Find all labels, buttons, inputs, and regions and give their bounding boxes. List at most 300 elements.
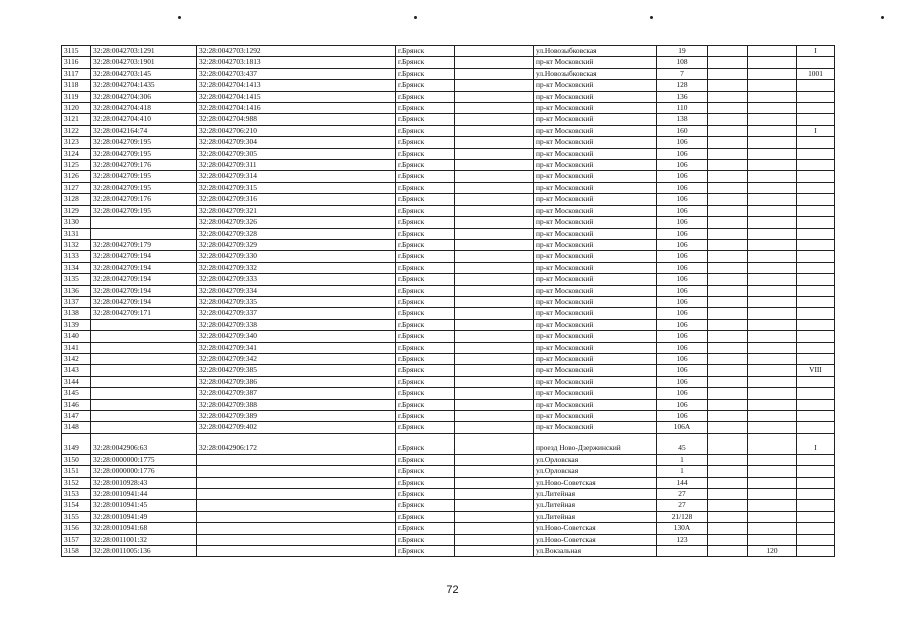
district-cell [455, 251, 534, 262]
street-cell: пр-кт Московский [534, 91, 657, 102]
street-cell: пр-кт Московский [534, 388, 657, 399]
district-cell [455, 205, 534, 216]
house-number-cell: 144 [657, 477, 708, 488]
city-cell: г.Брянск [396, 91, 455, 102]
street-cell: пр-кт Московский [534, 194, 657, 205]
district-cell [455, 454, 534, 465]
parent-cadastral-number-cell [197, 534, 396, 545]
table-row [62, 68, 835, 79]
house-number-cell: 106 [657, 331, 708, 342]
cadastral-number-cell: 32:28:0010941:68 [91, 523, 197, 534]
structure-cell [748, 433, 797, 454]
city-cell: г.Брянск [396, 194, 455, 205]
cadastral-number-cell: 32:28:0042709:194 [91, 262, 197, 273]
city-cell: г.Брянск [396, 353, 455, 364]
structure-cell [748, 91, 797, 102]
row-number-cell: 3127 [62, 182, 91, 193]
row-number-cell: 3155 [62, 511, 91, 522]
house-number-cell: 106 [657, 342, 708, 353]
city-cell: г.Брянск [396, 148, 455, 159]
table-row [62, 57, 835, 68]
district-cell [455, 228, 534, 239]
structure-cell [748, 411, 797, 422]
row-number-cell: 3121 [62, 114, 91, 125]
street-cell: пр-кт Московский [534, 365, 657, 376]
house-number-cell: 106А [657, 422, 708, 433]
structure-cell [748, 466, 797, 477]
district-cell [455, 500, 534, 511]
structure-cell [748, 68, 797, 79]
table-row [62, 205, 835, 216]
room-cell [797, 137, 835, 148]
parent-cadastral-number-cell: 32:28:0042709:305 [197, 148, 396, 159]
house-number-cell: 19 [657, 46, 708, 57]
parent-cadastral-number-cell [197, 477, 396, 488]
room-cell [797, 353, 835, 364]
row-number-cell: 3139 [62, 319, 91, 330]
cadastral-number-cell [91, 353, 197, 364]
cadastral-number-cell: 32:28:0042709:176 [91, 160, 197, 171]
parent-cadastral-number-cell [197, 523, 396, 534]
street-cell: пр-кт Московский [534, 342, 657, 353]
structure-cell [748, 217, 797, 228]
row-number-cell: 3141 [62, 342, 91, 353]
cadastral-number-cell: 32:28:0010941:45 [91, 500, 197, 511]
street-cell: ул.Новозыбковская [534, 46, 657, 57]
house-number-cell: 128 [657, 80, 708, 91]
house-number-cell: 106 [657, 262, 708, 273]
table-row [62, 194, 835, 205]
row-number-cell: 3118 [62, 80, 91, 91]
structure-cell [748, 182, 797, 193]
room-cell [797, 319, 835, 330]
building-cell [708, 194, 748, 205]
house-number-cell: 106 [657, 274, 708, 285]
house-number-cell: 106 [657, 285, 708, 296]
street-cell: пр-кт Московский [534, 376, 657, 387]
city-cell: г.Брянск [396, 160, 455, 171]
cadastral-number-cell: 32:28:0042709:195 [91, 182, 197, 193]
city-cell: г.Брянск [396, 433, 455, 454]
room-cell [797, 148, 835, 159]
street-cell: ул.Орловская [534, 454, 657, 465]
parent-cadastral-number-cell: 32:28:0042704:988 [197, 114, 396, 125]
structure-cell [748, 160, 797, 171]
building-cell [708, 148, 748, 159]
city-cell: г.Брянск [396, 262, 455, 273]
street-cell: пр-кт Московский [534, 251, 657, 262]
city-cell: г.Брянск [396, 500, 455, 511]
cadastral-number-cell [91, 331, 197, 342]
street-cell: пр-кт Московский [534, 160, 657, 171]
district-cell [455, 80, 534, 91]
room-cell [797, 308, 835, 319]
row-number-cell: 3130 [62, 217, 91, 228]
table-row [62, 46, 835, 57]
row-number-cell: 3134 [62, 262, 91, 273]
house-number-cell: 106 [657, 148, 708, 159]
building-cell [708, 534, 748, 545]
building-cell [708, 296, 748, 307]
room-cell: VIII [797, 365, 835, 376]
structure-cell [748, 114, 797, 125]
structure-cell [748, 125, 797, 136]
city-cell: г.Брянск [396, 376, 455, 387]
cadastral-number-cell [91, 411, 197, 422]
building-cell [708, 399, 748, 410]
street-cell: пр-кт Московский [534, 296, 657, 307]
city-cell: г.Брянск [396, 285, 455, 296]
district-cell [455, 46, 534, 57]
table-row [62, 477, 835, 488]
parent-cadastral-number-cell: 32:28:0042709:342 [197, 353, 396, 364]
room-cell [797, 534, 835, 545]
parent-cadastral-number-cell: 32:28:0042709:328 [197, 228, 396, 239]
building-cell [708, 365, 748, 376]
building-cell [708, 308, 748, 319]
district-cell [455, 148, 534, 159]
page-number: 72 [446, 584, 459, 596]
structure-cell [748, 296, 797, 307]
building-cell [708, 546, 748, 557]
cadastral-number-cell: 32:28:0010941:44 [91, 489, 197, 500]
district-cell [455, 489, 534, 500]
cadastral-number-cell: 32:28:0042709:195 [91, 137, 197, 148]
structure-cell [748, 331, 797, 342]
building-cell [708, 160, 748, 171]
table-row [62, 217, 835, 228]
house-number-cell [657, 546, 708, 557]
house-number-cell: 106 [657, 365, 708, 376]
street-cell: ул.Литейная [534, 511, 657, 522]
room-cell [797, 217, 835, 228]
row-number-cell: 3122 [62, 125, 91, 136]
room-cell [797, 411, 835, 422]
building-cell [708, 274, 748, 285]
cadastral-number-cell: 32:28:0042703:145 [91, 68, 197, 79]
structure-cell [748, 511, 797, 522]
street-cell: пр-кт Московский [534, 353, 657, 364]
parent-cadastral-number-cell: 32:28:0042709:340 [197, 331, 396, 342]
cadastral-number-cell [91, 388, 197, 399]
parent-cadastral-number-cell: 32:28:0042709:334 [197, 285, 396, 296]
cadastral-number-cell: 32:28:0042164:74 [91, 125, 197, 136]
cadastral-number-cell: 32:28:0010941:49 [91, 511, 197, 522]
city-cell: г.Брянск [396, 228, 455, 239]
parent-cadastral-number-cell: 32:28:0042709:388 [197, 399, 396, 410]
street-cell: проезд Ново-Дзержинский [534, 433, 657, 454]
table-row [62, 160, 835, 171]
structure-cell [748, 534, 797, 545]
table-row [62, 114, 835, 125]
room-cell [797, 228, 835, 239]
cadastral-number-cell: 32:28:0042906:63 [91, 433, 197, 454]
row-number-cell: 3135 [62, 274, 91, 285]
building-cell [708, 262, 748, 273]
row-number-cell: 3140 [62, 331, 91, 342]
room-cell [797, 331, 835, 342]
row-number-cell: 3117 [62, 68, 91, 79]
cadastral-number-cell: 32:28:0011001:32 [91, 534, 197, 545]
structure-cell [748, 319, 797, 330]
city-cell: г.Брянск [396, 342, 455, 353]
city-cell: г.Брянск [396, 57, 455, 68]
parent-cadastral-number-cell: 32:28:0042709:329 [197, 239, 396, 250]
structure-cell [748, 422, 797, 433]
row-number-cell: 3124 [62, 148, 91, 159]
street-cell: пр-кт Московский [534, 125, 657, 136]
house-number-cell: 123 [657, 534, 708, 545]
house-number-cell: 136 [657, 91, 708, 102]
table-row [62, 171, 835, 182]
street-cell: пр-кт Московский [534, 217, 657, 228]
building-cell [708, 388, 748, 399]
structure-cell [748, 46, 797, 57]
structure-cell [748, 308, 797, 319]
district-cell [455, 296, 534, 307]
table-row [62, 331, 835, 342]
cadastral-number-cell: 32:28:0000000:1776 [91, 466, 197, 477]
building-cell [708, 91, 748, 102]
room-cell: I [797, 125, 835, 136]
table-row [62, 125, 835, 136]
structure-cell [748, 342, 797, 353]
district-cell [455, 217, 534, 228]
parent-cadastral-number-cell [197, 454, 396, 465]
city-cell: г.Брянск [396, 171, 455, 182]
table-row [62, 148, 835, 159]
district-cell [455, 319, 534, 330]
city-cell: г.Брянск [396, 103, 455, 114]
street-cell: ул.Новозыбковская [534, 68, 657, 79]
row-number-cell: 3146 [62, 399, 91, 410]
room-cell [797, 388, 835, 399]
city-cell: г.Брянск [396, 477, 455, 488]
district-cell [455, 466, 534, 477]
parent-cadastral-number-cell: 32:28:0042709:314 [197, 171, 396, 182]
city-cell: г.Брянск [396, 274, 455, 285]
parent-cadastral-number-cell: 32:28:0042709:332 [197, 262, 396, 273]
structure-cell [748, 228, 797, 239]
house-number-cell: 106 [657, 399, 708, 410]
cadastral-number-cell: 32:28:0010928:43 [91, 477, 197, 488]
structure-cell [748, 500, 797, 511]
row-number-cell: 3144 [62, 376, 91, 387]
street-cell: пр-кт Московский [534, 205, 657, 216]
city-cell: г.Брянск [396, 411, 455, 422]
city-cell: г.Брянск [396, 46, 455, 57]
street-cell: пр-кт Московский [534, 331, 657, 342]
district-cell [455, 274, 534, 285]
cadastral-number-cell: 32:28:0000000:1775 [91, 454, 197, 465]
house-number-cell: 106 [657, 296, 708, 307]
parent-cadastral-number-cell: 32:28:0042906:172 [197, 433, 396, 454]
parent-cadastral-number-cell: 32:28:0042709:326 [197, 217, 396, 228]
district-cell [455, 125, 534, 136]
structure-cell [748, 171, 797, 182]
parent-cadastral-number-cell: 32:28:0042703:437 [197, 68, 396, 79]
table-row [62, 422, 835, 433]
row-number-cell: 3158 [62, 546, 91, 557]
row-number-cell: 3157 [62, 534, 91, 545]
room-cell [797, 399, 835, 410]
cadastral-number-cell: 32:28:0042703:1901 [91, 57, 197, 68]
table-row [62, 365, 835, 376]
house-number-cell: 21/128 [657, 511, 708, 522]
street-cell: пр-кт Московский [534, 137, 657, 148]
table-body [62, 46, 835, 557]
street-cell: пр-кт Московский [534, 399, 657, 410]
street-cell: ул.Вокзальная [534, 546, 657, 557]
house-number-cell: 130А [657, 523, 708, 534]
table-row [62, 274, 835, 285]
district-cell [455, 239, 534, 250]
house-number-cell: 106 [657, 308, 708, 319]
row-number-cell: 3137 [62, 296, 91, 307]
building-cell [708, 511, 748, 522]
cadastral-number-cell: 32:28:0042703:1291 [91, 46, 197, 57]
room-cell [797, 511, 835, 522]
row-number-cell: 3148 [62, 422, 91, 433]
parent-cadastral-number-cell: 32:28:0042709:316 [197, 194, 396, 205]
city-cell: г.Брянск [396, 534, 455, 545]
room-cell [797, 103, 835, 114]
street-cell: пр-кт Московский [534, 114, 657, 125]
parent-cadastral-number-cell: 32:28:0042709:337 [197, 308, 396, 319]
room-cell [797, 342, 835, 353]
row-number-cell: 3151 [62, 466, 91, 477]
room-cell [797, 114, 835, 125]
table-row [62, 534, 835, 545]
city-cell: г.Брянск [396, 125, 455, 136]
cadastral-number-cell: 32:28:0042709:195 [91, 148, 197, 159]
room-cell: I [797, 433, 835, 454]
building-cell [708, 411, 748, 422]
cadastral-number-cell: 32:28:0042709:195 [91, 171, 197, 182]
room-cell [797, 171, 835, 182]
parent-cadastral-number-cell [197, 466, 396, 477]
table-row [62, 91, 835, 102]
house-number-cell: 106 [657, 194, 708, 205]
house-number-cell: 106 [657, 251, 708, 262]
street-cell: пр-кт Московский [534, 148, 657, 159]
district-cell [455, 262, 534, 273]
table-row [62, 296, 835, 307]
table-row [62, 262, 835, 273]
room-cell [797, 489, 835, 500]
cadastral-number-cell: 32:28:0042709:194 [91, 251, 197, 262]
parent-cadastral-number-cell: 32:28:0042709:321 [197, 205, 396, 216]
row-number-cell: 3123 [62, 137, 91, 148]
street-cell: пр-кт Московский [534, 182, 657, 193]
district-cell [455, 68, 534, 79]
table-row [62, 308, 835, 319]
street-cell: пр-кт Московский [534, 262, 657, 273]
district-cell [455, 182, 534, 193]
scan-dot [178, 16, 181, 19]
district-cell [455, 331, 534, 342]
table-row [62, 137, 835, 148]
table-row [62, 523, 835, 534]
district-cell [455, 194, 534, 205]
district-cell [455, 534, 534, 545]
row-number-cell: 3143 [62, 365, 91, 376]
table-row [62, 80, 835, 91]
parent-cadastral-number-cell: 32:28:0042709:304 [197, 137, 396, 148]
building-cell [708, 251, 748, 262]
house-number-cell: 106 [657, 376, 708, 387]
district-cell [455, 511, 534, 522]
street-cell: пр-кт Московский [534, 319, 657, 330]
parent-cadastral-number-cell: 32:28:0042704:1416 [197, 103, 396, 114]
district-cell [455, 160, 534, 171]
city-cell: г.Брянск [396, 319, 455, 330]
table-row [62, 399, 835, 410]
table-row [62, 353, 835, 364]
building-cell [708, 125, 748, 136]
structure-cell [748, 489, 797, 500]
house-number-cell: 106 [657, 182, 708, 193]
scan-dot [414, 16, 417, 19]
city-cell: г.Брянск [396, 308, 455, 319]
room-cell [797, 523, 835, 534]
parent-cadastral-number-cell: 32:28:0042709:341 [197, 342, 396, 353]
house-number-cell: 106 [657, 137, 708, 148]
city-cell: г.Брянск [396, 422, 455, 433]
structure-cell [748, 376, 797, 387]
city-cell: г.Брянск [396, 511, 455, 522]
parent-cadastral-number-cell: 32:28:0042703:1292 [197, 46, 396, 57]
house-number-cell: 106 [657, 160, 708, 171]
house-number-cell: 106 [657, 411, 708, 422]
structure-cell [748, 57, 797, 68]
house-number-cell: 106 [657, 239, 708, 250]
building-cell [708, 319, 748, 330]
street-cell: ул.Орловская [534, 466, 657, 477]
house-number-cell: 106 [657, 217, 708, 228]
room-cell [797, 239, 835, 250]
row-number-cell: 3119 [62, 91, 91, 102]
building-cell [708, 285, 748, 296]
street-cell: ул.Ново-Советская [534, 523, 657, 534]
building-cell [708, 376, 748, 387]
row-number-cell: 3116 [62, 57, 91, 68]
district-cell [455, 433, 534, 454]
street-cell: пр-кт Московский [534, 285, 657, 296]
room-cell [797, 500, 835, 511]
structure-cell [748, 205, 797, 216]
city-cell: г.Брянск [396, 182, 455, 193]
street-cell: пр-кт Московский [534, 411, 657, 422]
building-cell [708, 57, 748, 68]
row-number-cell: 3131 [62, 228, 91, 239]
row-number-cell: 3136 [62, 285, 91, 296]
cadastral-number-cell [91, 376, 197, 387]
table-row [62, 411, 835, 422]
city-cell: г.Брянск [396, 466, 455, 477]
room-cell [797, 466, 835, 477]
street-cell: пр-кт Московский [534, 308, 657, 319]
building-cell [708, 68, 748, 79]
district-cell [455, 422, 534, 433]
row-number-cell: 3147 [62, 411, 91, 422]
house-number-cell: 108 [657, 57, 708, 68]
parent-cadastral-number-cell: 32:28:0042709:338 [197, 319, 396, 330]
table-row [62, 376, 835, 387]
structure-cell [748, 365, 797, 376]
house-number-cell: 27 [657, 500, 708, 511]
row-number-cell: 3156 [62, 523, 91, 534]
